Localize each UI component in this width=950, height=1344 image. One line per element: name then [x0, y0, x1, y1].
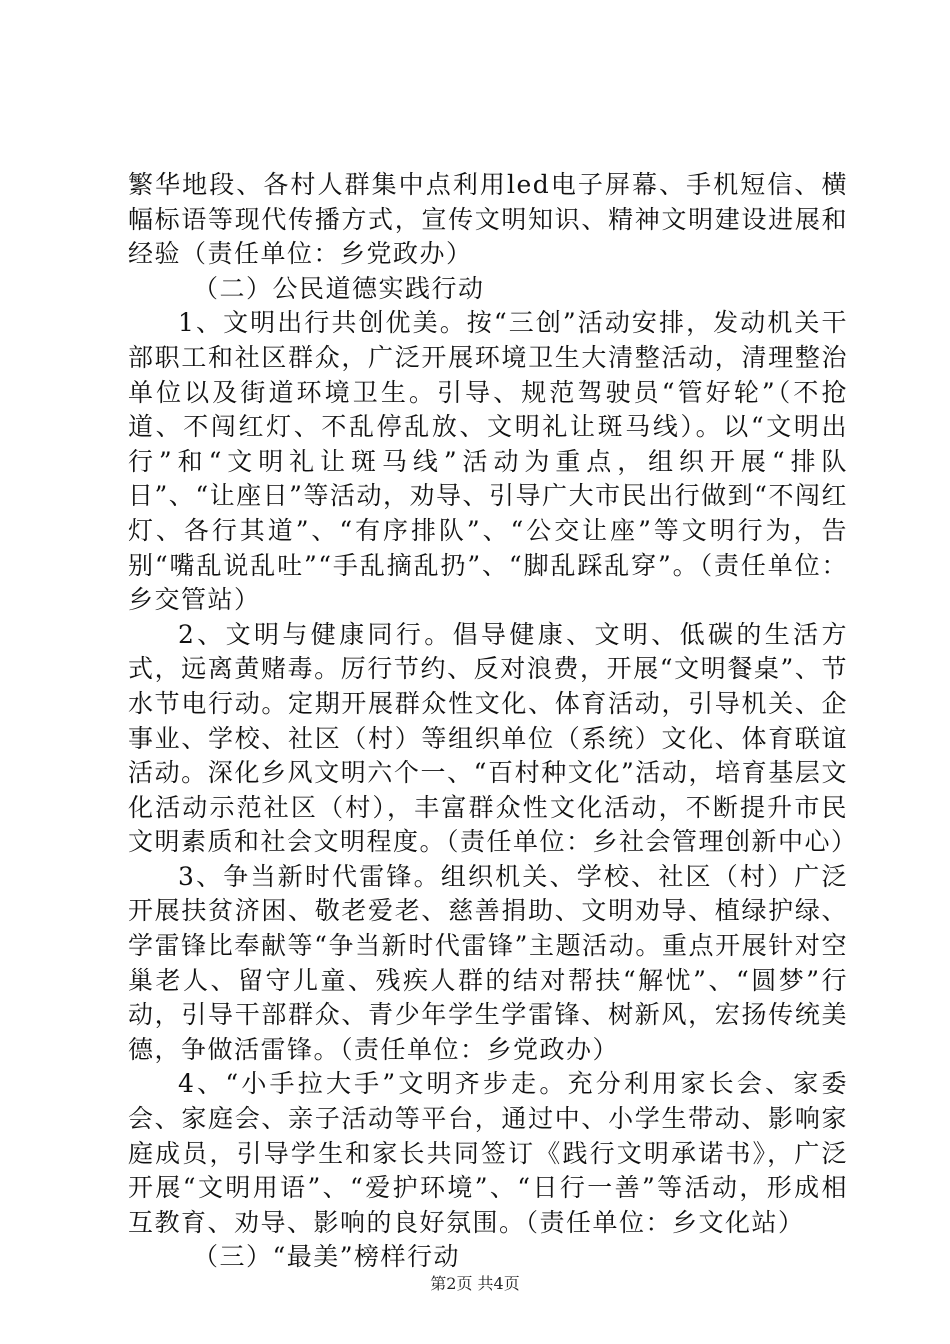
section-heading-2: （二）公民道德实践行动: [193, 273, 485, 303]
paragraph-item-4: 4、“小手拉大手”文明齐步走。充分利用家长会、家委会、家庭会、亲子活动等平台，通过中、小学生带动、影响家庭成员，引导学生和家长共同签订《践行文明承诺书》，广泛开展“文明用语”、“爱护环境”、“日行一善”等活动，形成相互教育、劝导、影响的良好氛围。（责任单位：乡文化站）: [128, 1069, 848, 1237]
paragraph-item-2: 2、文明与健康同行。倡导健康、文明、低碳的生活方式，远离黄赌毒。厉行节约、反对浪费，开展“文明餐桌”、节水节电行动。定期开展群众性文化、体育活动，引导机关、企事业、学校、社区（村）等组织单位（系统）文化、体育联谊活动。深化乡风文明六个一、“百村种文化”活动，培育基层文化活动示范社区（村），丰富群众性文化活动，不断提升市民文明素质和社会文明程度。（责任单位：乡社会管理创新中心）: [128, 619, 858, 857]
paragraph-item-3: 3、争当新时代雷锋。组织机关、学校、社区（村）广泛开展扶贫济困、敬老爱老、慈善捐助、文明劝导、植绿护绿、学雷锋比奉献等“争当新时代雷锋”主题活动。重点开展针对空巢老人、留守儿童、残疾人群的结对帮扶“解忧”、“圆梦”行动，引导干部群众、青少年学生学雷锋、树新风，宏扬传统美德，争做活雷锋。（责任单位：乡党政办）: [128, 861, 848, 1064]
body-text: [128, 168, 858, 1275]
section-heading-3: （三）“最美”榜样行动: [193, 1242, 461, 1272]
paragraph-item-1: 1、文明出行共创优美。按“三创”活动安排，发动机关干部职工和社区群众，广泛开展环境卫生大清整活动，清理整治单位以及街道环境卫生。引导、规范驾驶员“管好轮”（不抢道、不闯红灯、不乱停乱放、文明礼让斑马线）。以“文明出行”和“文明礼让斑马线”活动为重点，组织开展“排队日”、“让座日”等活动，劝导、引导广大市民出行做到“不闯红灯、各行其道”、“有序排队”、“公交让座”等文明行为，告别“嘴乱说乱吐”“手乱摘乱扔”、“脚乱踩乱穿”。（责任单位：乡交管站）: [128, 308, 848, 615]
paragraph-continuation: 繁华地段、各村人群集中点利用led电子屏幕、手机短信、横幅标语等现代传播方式，宣传文明知识、精神文明建设进展和经验（责任单位：乡党政办）: [128, 170, 848, 269]
page-number-footer: 第2页 共4页: [430, 1274, 520, 1293]
